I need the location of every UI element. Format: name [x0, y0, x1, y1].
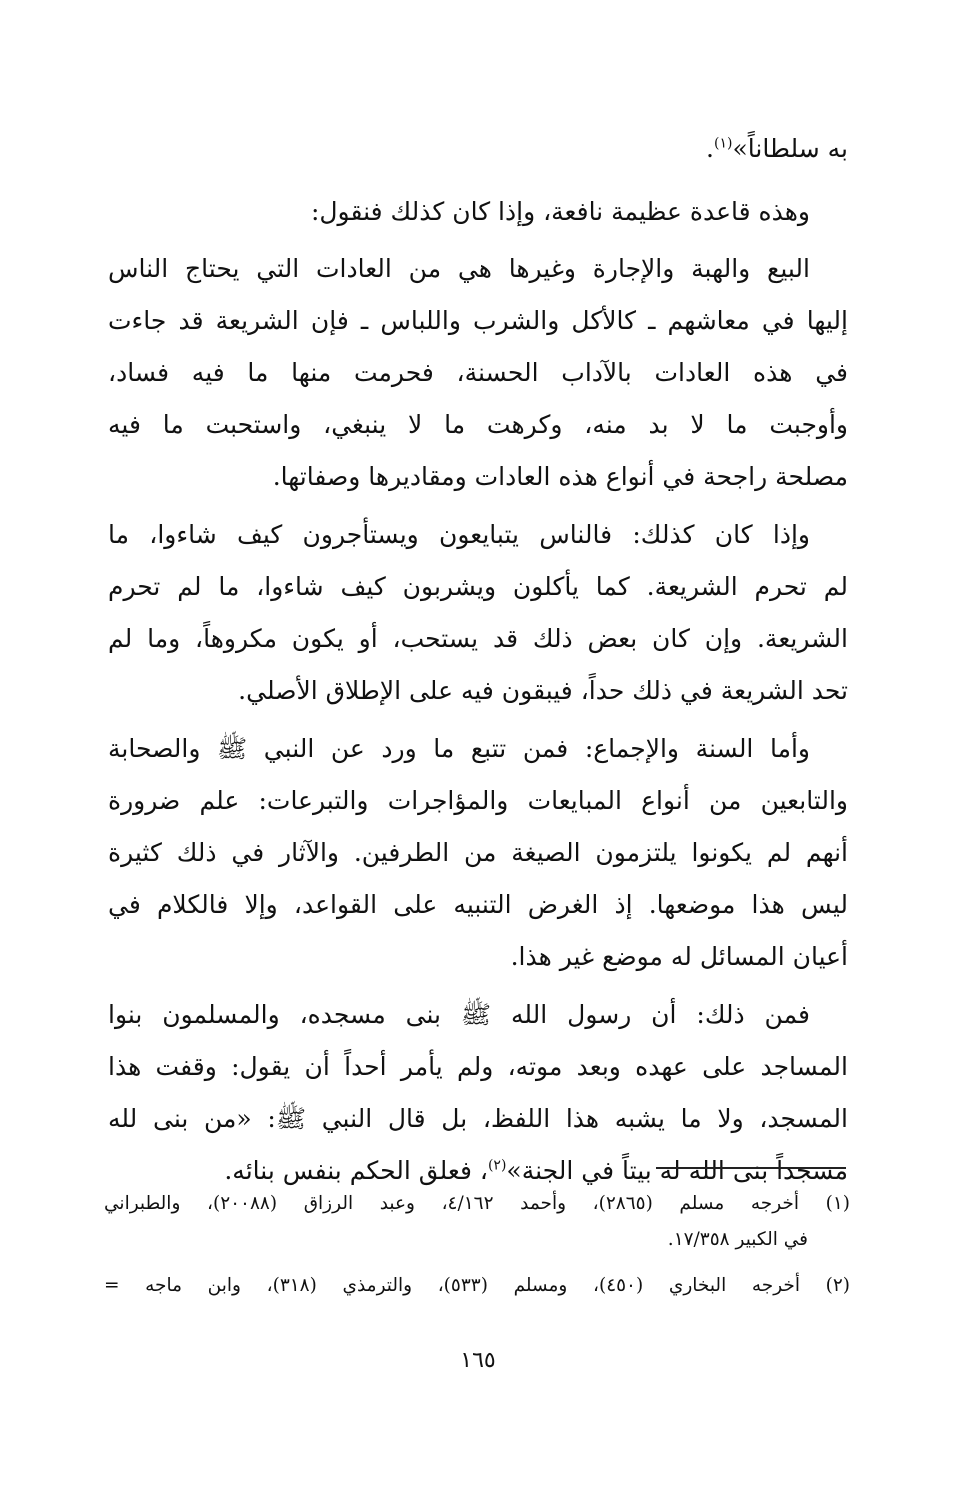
text-line-16: أعيان المسائل له موضع غير هذا.: [510, 942, 848, 971]
text-line-1-body: به سلطاناً»: [732, 134, 848, 163]
footnote-ref-1: (١): [714, 135, 733, 152]
text-line-11: تحد الشريعة في ذلك حداً، فيبقون فيه على الإطلاق الأصلي.: [238, 676, 848, 705]
text-line-4: إليها في معاشهم ـ كالأكل والشرب واللباس ـ فإن الشريعة قد جاءت: [108, 306, 848, 335]
footnote-separator: [656, 1167, 846, 1169]
text-line-17: فمن ذلك: أن رسول الله ﷺ بنى مسجده، والمسلمون بنوا: [108, 1000, 810, 1029]
footnote-1-line-2: في الكبير ١٧/٣٥٨.: [667, 1229, 808, 1250]
text-line-12: وأما السنة والإجماع: فمن تتبع ما ورد عن النبي ﷺ والصحابة: [108, 734, 810, 763]
text-line-2: وهذه قاعدة عظيمة نافعة، وإذا كان كذلك فنقول:: [310, 197, 810, 226]
text-line-5: في هذه العادات بالآداب الحسنة، فحرمت منها ما فيه فساد،: [108, 358, 848, 387]
text-line-6: وأوجبت ما لا بد منه، وكرهت ما لا ينبغي، واستحبت ما فيه: [108, 410, 848, 439]
text-line-13: والتابعين من أنواع المبايعات والمؤاجرات والتبرعات: علم ضرورة: [108, 786, 848, 815]
text-line-7: مصلحة راجحة في أنواع هذه العادات ومقاديرها وصفاتها.: [272, 462, 848, 491]
text-line-14: أنهم لم يكونوا يلتزمون الصيغة من الطرفين. والآثار في ذلك كثيرة: [108, 838, 848, 867]
text-line-9: لم تحرم الشريعة. كما يأكلون ويشربون كيف شاءوا، ما لم تحرم: [108, 572, 848, 601]
footnote-1-line-1: (١) أخرجه مسلم (٢٨٦٥)، وأحمد ٤/١٦٢، وعبد الرزاق (٢٠٠٨٨)، والطبراني: [104, 1193, 850, 1214]
text-line-3: البيع والهبة والإجارة وغيرها هي من العادات التي يحتاج الناس: [108, 254, 810, 283]
text-line-1-tail: .: [706, 134, 714, 163]
text-line-15: ليس هذا موضعها. إذ الغرض التنبيه على القواعد، وإلا فالكلام في: [108, 890, 848, 919]
footnote-2-line-1: (٢) أخرجه البخاري (٤٥٠)، ومسلم (٥٣٣)، والترمذي (٣١٨)، وابن ماجه =: [104, 1275, 850, 1296]
page-number: ١٦٥: [460, 1348, 496, 1373]
footnote-ref-2: (٢): [487, 1157, 507, 1174]
text-line-10: الشريعة. وإن كان بعض ذلك قد يستحب، أو يكون مكروهاً، وما لم: [108, 624, 848, 653]
text-line-20-body: مسجداً بنى الله له بيتاً في الجنة»: [506, 1156, 848, 1185]
text-line-8: وإذا كان كذلك: فالناس يتبايعون ويستأجرون كيف شاءوا، ما: [108, 520, 810, 549]
text-line-1: [108, 124, 848, 174]
text-line-20-tail: ، فعلق الحكم بنفس بنائه.: [224, 1156, 488, 1185]
text-line-18: المساجد على عهده وبعد موته، ولم يأمر أحداً أن يقول: وقفت هذا: [108, 1052, 848, 1081]
text-line-19: المسجد، ولا ما يشبه هذا اللفظ، بل قال النبي ﷺ: «من بنى لله: [108, 1104, 848, 1133]
